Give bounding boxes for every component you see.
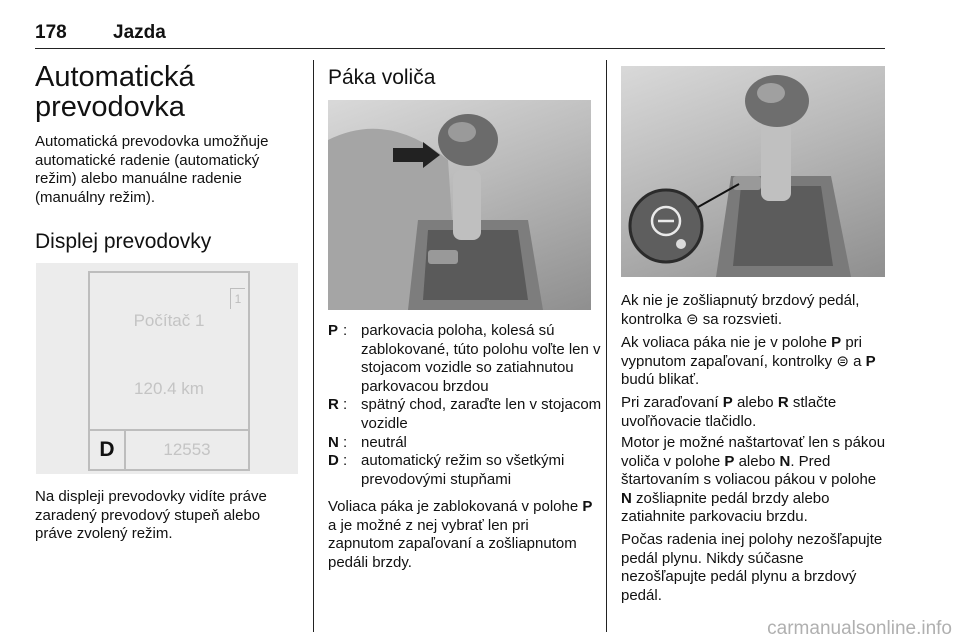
display-corner-digit: 1 — [230, 288, 245, 309]
key-n: N — [621, 489, 632, 507]
text: zošliapnite pedál brzdy alebo zatiahnite parkovaciu brzdu. — [621, 489, 830, 526]
key-p: P — [722, 394, 733, 411]
release-button-photo — [621, 66, 885, 277]
gear-item-p — [328, 322, 603, 396]
gear-text: parkovacia poloha, kolesá sú zablokované, túto polohu voľte len v stojacom vozidle so zatiahnutou parkovacou brzdou — [361, 322, 601, 395]
gear-item-r — [328, 396, 603, 433]
gear-text: neutrál — [361, 433, 407, 451]
paragraph-5: Počas radenia inej polohy nezošľapujte pedál plynu. Nikdy súčasne nezošľapujte pedál plynu a brzdový pedál. — [621, 531, 883, 604]
text: sa rozsvieti. — [698, 310, 782, 328]
gear-colon: : — [343, 433, 348, 451]
gear-item-n — [328, 434, 603, 453]
gear-key: R — [328, 396, 339, 414]
text: stlačte uvoľňovacie tlačidlo. — [621, 394, 837, 430]
lever-lock-paragraph — [328, 498, 596, 572]
gear-key: D — [328, 452, 339, 470]
gear-colon: : — [343, 452, 348, 470]
gear-text: spätný chod, zaraďte len v stojacom vozidle — [361, 396, 602, 432]
paragraph-1 — [621, 292, 886, 329]
text: Ak nie je zošliapnutý brzdový pedál, kontrolka — [621, 292, 860, 328]
key-p: P — [865, 352, 876, 370]
gear-colon: : — [343, 396, 348, 414]
text: Motor je možné naštartovať len s pákou voliča v polohe — [621, 434, 886, 470]
gear-item-d — [328, 452, 603, 489]
page-header — [35, 18, 885, 49]
subheading-display: Displej prevodovky — [35, 230, 212, 253]
text: alebo — [732, 394, 778, 411]
gear-position-list — [328, 322, 603, 489]
console-drawing — [621, 66, 885, 277]
paragraph-2 — [621, 334, 886, 390]
display-bottom-row — [90, 429, 248, 469]
gear-lever-drawing — [328, 100, 591, 310]
chapter-title: Jazda — [113, 22, 166, 43]
text: Pri zaraďovaní — [621, 394, 723, 411]
display-title: Počítač 1 — [133, 311, 205, 330]
brake-warning-icon: ⊜ — [686, 310, 699, 328]
page-number: 178 — [35, 22, 67, 43]
section-heading-line2: prevodovka — [35, 91, 185, 123]
paragraph-4 — [621, 434, 889, 527]
intro-paragraph: Automatická prevodovka umožňuje automatické radenie (automatický režim) alebo manuálne radenie (manuálny režim). — [35, 133, 269, 206]
text: pri vypnutom zapaľovaní, kontrolky — [621, 334, 862, 370]
text: a — [848, 352, 866, 370]
transmission-display-illustration — [36, 263, 298, 474]
text: Ak voliaca páka nie je v polohe — [621, 334, 832, 351]
column-divider-right — [606, 60, 607, 632]
text: a je možné z nej vybrať len pri zapnutom zapaľovaní a zošliapnutom pedáli brzdy. — [328, 516, 577, 571]
display-description: Na displeji prevodovky vidíte práve zaradený prevodový stupeň alebo práve zvolený režim. — [35, 488, 267, 543]
key-p: P — [724, 452, 735, 470]
display-frame — [88, 271, 250, 471]
gear-key: N — [328, 433, 339, 451]
display-odometer: 12553 — [163, 440, 211, 459]
paragraph-3 — [621, 394, 886, 431]
text: budú blikať. — [621, 371, 700, 389]
key-r: R — [777, 394, 789, 411]
gear-colon: : — [343, 322, 348, 339]
gear-text: automatický režim so všetkými prevodovými stupňami — [361, 452, 565, 488]
text: . Pred štartovaním s voliacou pákou v polohe — [621, 452, 877, 489]
display-gear: D — [90, 431, 126, 469]
brake-warning-icon: ⊜ — [836, 352, 849, 370]
column-divider-left — [313, 60, 314, 632]
selector-lever-heading: Páka voliča — [328, 66, 436, 89]
key-n: N — [779, 452, 791, 470]
watermark: carmanualsonline.info — [767, 618, 952, 639]
section-heading-line1: Automatická — [35, 61, 195, 93]
key-p: P — [582, 498, 593, 515]
text: alebo — [734, 452, 780, 470]
display-distance: 120.4 km — [134, 379, 204, 398]
selector-lever-photo — [328, 100, 591, 310]
key-p: P — [831, 334, 842, 351]
text: Voliaca páka je zablokovaná v polohe — [328, 498, 583, 515]
gear-key: P — [328, 322, 339, 339]
